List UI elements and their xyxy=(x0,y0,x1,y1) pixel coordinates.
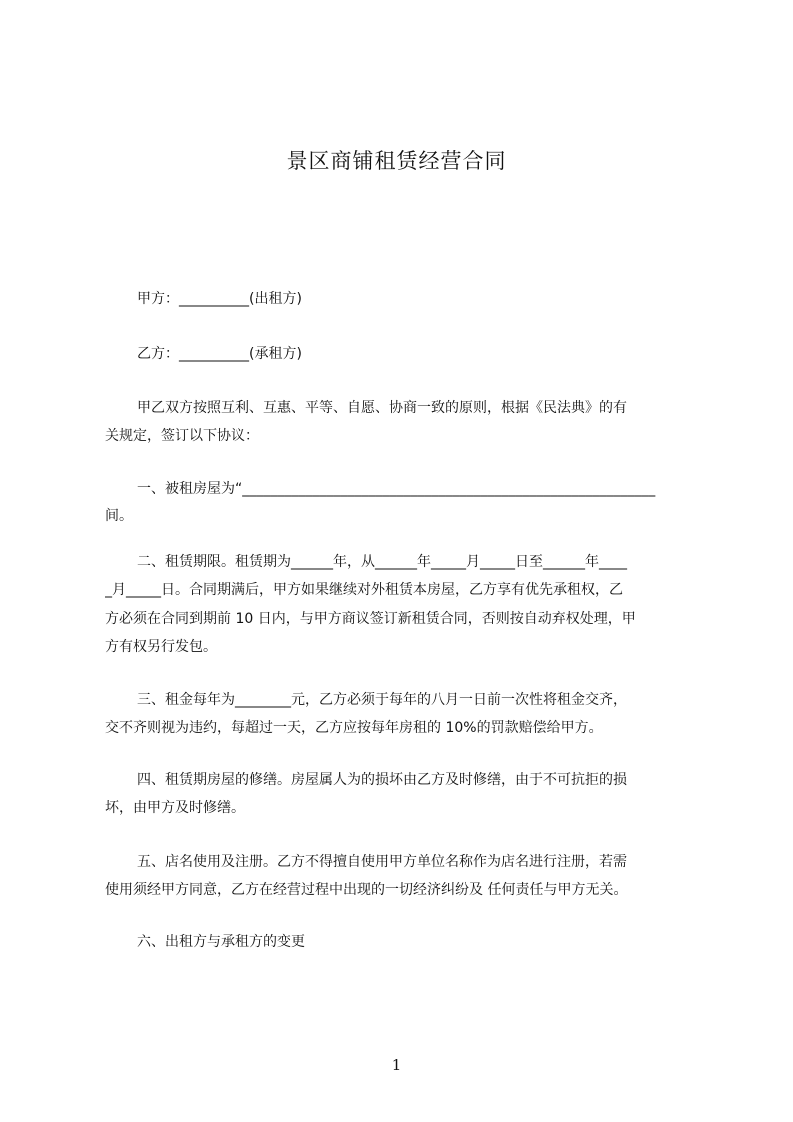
clause-1-line-1: 一、被租房屋为“___________________________________________________________ xyxy=(137,481,656,497)
clause-4-line-2: 坏，由甲方及时修缮。 xyxy=(105,800,245,816)
document-title: 景区商铺租赁经营合同 xyxy=(286,149,507,173)
clause-3-line-1: 三、租金每年为________元，乙方必须于每年的八月一日前一次性将租金交齐， xyxy=(137,692,627,708)
party-b-line: 乙方：__________(承租方) xyxy=(137,346,302,362)
clause-1-line-2: 间。 xyxy=(105,508,133,524)
clause-6-heading: 六、出租方与承租方的变更 xyxy=(137,934,305,950)
preamble-line-2: 关规定，签订以下协议： xyxy=(105,428,259,444)
clause-5-line-2: 使用须经甲方同意，乙方在经营过程中出现的一切经济纠纷及 任何责任与甲方无关。 xyxy=(105,882,628,898)
clause-2-line-4: 方有权另行发包。 xyxy=(105,639,217,655)
clause-2-line-3: 方必须在合同到期前 10 日内，与甲方商议签订新租赁合同，否则按自动弃权处理，甲 xyxy=(105,611,636,627)
party-a-line: 甲方：__________(出租方) xyxy=(137,291,302,307)
clause-3-line-2: 交不齐则视为违约，每超过一天，乙方应按每年房租的 10%的罚款赔偿给甲方。 xyxy=(105,720,603,736)
clause-2-line-2: _月_____日。合同期满后，甲方如果继续对外租赁本房屋，乙方享有优先承租权，乙 xyxy=(105,582,623,598)
clause-4-line-1: 四、租赁期房屋的修缮。房屋属人为的损坏由乙方及时修缮，由于不可抗拒的损 xyxy=(137,772,627,788)
preamble-line-1: 甲乙双方按照互利、互惠、平等、自愿、协商一致的原则，根据《民法典》的有 xyxy=(137,400,627,416)
clause-5-line-1: 五、店名使用及注册。乙方不得擅自使用甲方单位名称作为店名进行注册，若需 xyxy=(137,854,627,870)
clause-2-line-1: 二、租赁期限。租赁期为______年，从______年_____月_____日至______年____ xyxy=(137,554,627,570)
page-number: 1 xyxy=(391,1056,402,1074)
